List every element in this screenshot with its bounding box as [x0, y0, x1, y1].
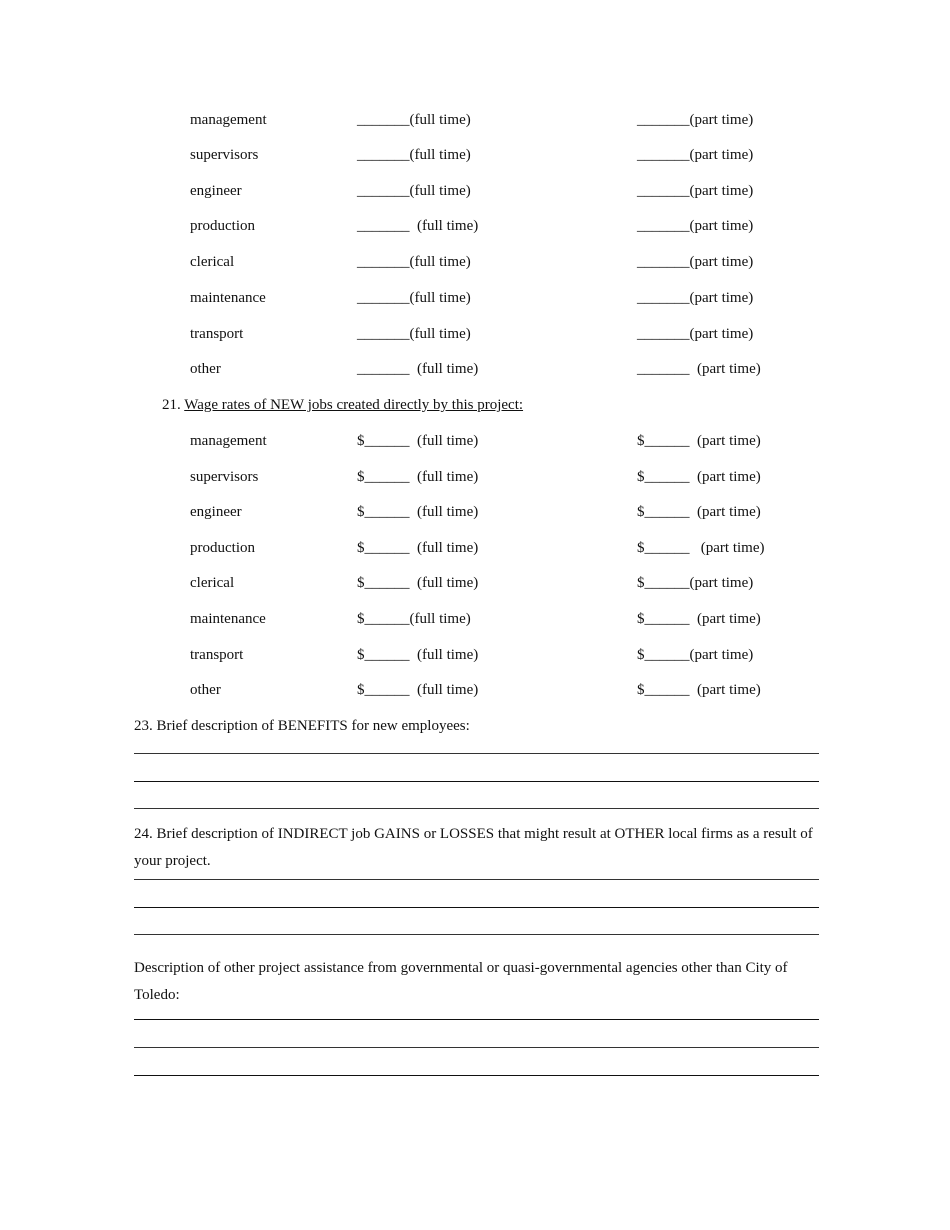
full-time-wage-blank[interactable]: $______ (full time): [357, 682, 479, 698]
part-time-blank[interactable]: _______(part time): [637, 290, 754, 306]
section-title: Wage rates of NEW jobs created directly by this project:: [184, 397, 524, 413]
table-row: [0, 361, 950, 381]
full-time-blank[interactable]: _______(full time): [357, 254, 471, 270]
job-category-label: production: [190, 218, 255, 234]
job-category-label: engineer: [190, 504, 242, 520]
table-row: [0, 611, 950, 631]
part-time-wage-blank[interactable]: $______ (part time): [637, 682, 761, 698]
full-time-blank[interactable]: _______ (full time): [357, 218, 479, 234]
full-time-blank[interactable]: _______(full time): [357, 290, 471, 306]
answer-line[interactable]: [134, 1047, 819, 1048]
table-row: [0, 147, 950, 167]
part-time-blank[interactable]: _______(part time): [637, 147, 754, 163]
part-time-blank[interactable]: _______(part time): [637, 218, 754, 234]
answer-line[interactable]: [134, 808, 819, 809]
section-24-heading: 24. Brief description of INDIRECT job GAINS or LOSSES that might result at OTHER local firms as a result of your project.: [134, 826, 813, 869]
full-time-wage-blank[interactable]: $______(full time): [357, 611, 471, 627]
full-time-wage-blank[interactable]: $______ (full time): [357, 575, 479, 591]
full-time-blank[interactable]: _______(full time): [357, 183, 471, 199]
full-time-blank[interactable]: _______(full time): [357, 147, 471, 163]
part-time-wage-blank[interactable]: $______(part time): [637, 575, 754, 591]
table-row: [0, 433, 950, 453]
other-assistance-heading: Description of other project assistance from governmental or quasi-governmental agencies other than City of Toledo:: [134, 960, 788, 1003]
table-row: [0, 575, 950, 595]
job-category-label: engineer: [190, 183, 242, 199]
part-time-blank[interactable]: _______(part time): [637, 112, 754, 128]
table-row: [0, 469, 950, 489]
table-row: [0, 504, 950, 524]
table-row: [0, 647, 950, 667]
part-time-blank[interactable]: _______(part time): [637, 183, 754, 199]
job-category-label: clerical: [190, 575, 235, 591]
section-number: 21.: [162, 397, 185, 413]
part-time-wage-blank[interactable]: $______ (part time): [637, 504, 761, 520]
full-time-blank[interactable]: _______ (full time): [357, 361, 479, 377]
job-category-label: other: [190, 361, 221, 377]
table-row: [0, 112, 950, 132]
full-time-wage-blank[interactable]: $______ (full time): [357, 504, 479, 520]
table-row: [0, 326, 950, 346]
part-time-wage-blank[interactable]: $______ (part time): [637, 469, 761, 485]
table-row: [0, 183, 950, 203]
part-time-wage-blank[interactable]: $______ (part time): [637, 540, 765, 556]
job-category-label: supervisors: [190, 469, 259, 485]
part-time-wage-blank[interactable]: $______ (part time): [637, 433, 761, 449]
job-category-label: management: [190, 112, 267, 128]
answer-line[interactable]: [134, 1075, 819, 1076]
full-time-blank[interactable]: _______(full time): [357, 326, 471, 342]
section-21-heading: [162, 397, 523, 414]
answer-line[interactable]: [134, 879, 819, 880]
part-time-wage-blank[interactable]: $______ (part time): [637, 611, 761, 627]
job-category-label: other: [190, 682, 221, 698]
answer-line[interactable]: [134, 781, 819, 782]
answer-line[interactable]: [134, 1019, 819, 1020]
job-category-label: transport: [190, 647, 244, 663]
job-category-label: management: [190, 433, 267, 449]
part-time-wage-blank[interactable]: $______(part time): [637, 647, 754, 663]
part-time-blank[interactable]: _______(part time): [637, 254, 754, 270]
section-23-heading: 23. Brief description of BENEFITS for new employees:: [134, 718, 470, 734]
answer-line[interactable]: [134, 934, 819, 935]
full-time-wage-blank[interactable]: $______ (full time): [357, 469, 479, 485]
job-category-label: clerical: [190, 254, 235, 270]
part-time-blank[interactable]: _______(part time): [637, 326, 754, 342]
job-category-label: maintenance: [190, 290, 266, 306]
part-time-blank[interactable]: _______ (part time): [637, 361, 761, 377]
job-category-label: maintenance: [190, 611, 266, 627]
table-row: [0, 540, 950, 560]
job-category-label: supervisors: [190, 147, 259, 163]
answer-line[interactable]: [134, 907, 819, 908]
answer-line[interactable]: [134, 753, 819, 754]
full-time-blank[interactable]: _______(full time): [357, 112, 471, 128]
full-time-wage-blank[interactable]: $______ (full time): [357, 647, 479, 663]
table-row: [0, 682, 950, 702]
full-time-wage-blank[interactable]: $______ (full time): [357, 433, 479, 449]
table-row: [0, 218, 950, 238]
full-time-wage-blank[interactable]: $______ (full time): [357, 540, 479, 556]
table-row: [0, 290, 950, 310]
job-category-label: transport: [190, 326, 244, 342]
table-row: [0, 254, 950, 274]
job-category-label: production: [190, 540, 255, 556]
